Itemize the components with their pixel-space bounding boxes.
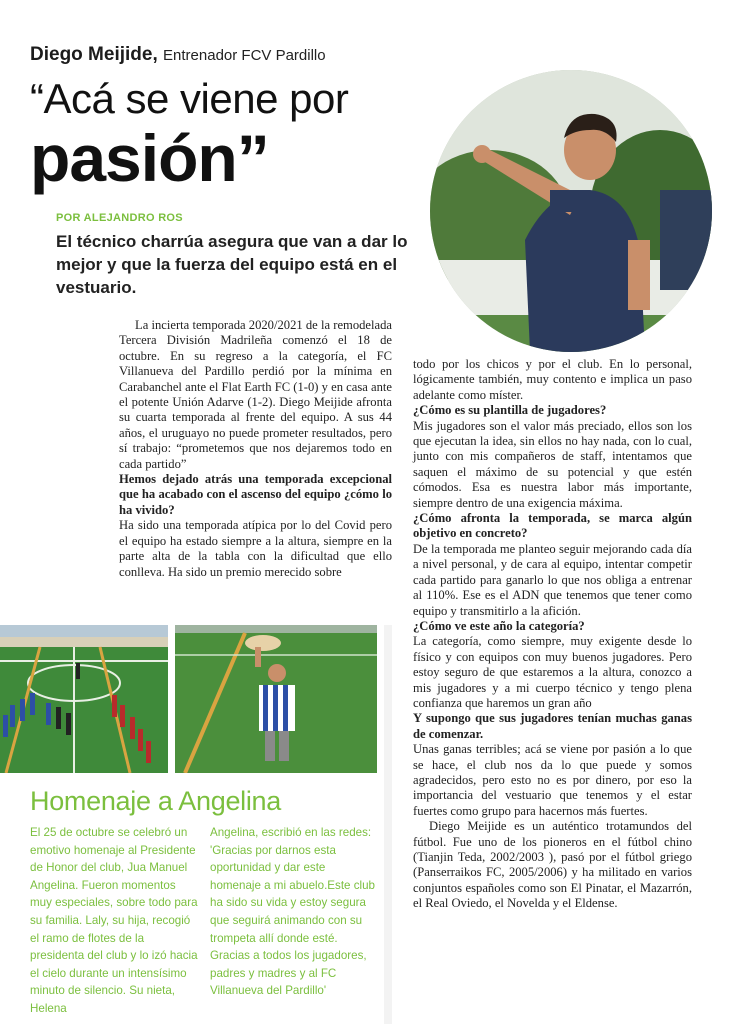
headline-line-1: “Acá se viene por (30, 75, 349, 122)
article-paragraph: La categoría, como siempre, muy exigente desde lo físico y con equipos con muy buenos jugadores. Pero estoy seguro de que estaremos a la altura, conozco a mis jugadores y a mi cuerpo técnico y tengo plena confianza que haremos un gran año (413, 634, 692, 710)
article-column-right (413, 357, 692, 912)
tribute-photo (175, 625, 377, 773)
subheadline: El técnico charrúa asegura que van a dar lo mejor y que la fuerza del equipo está en el vestuario. (56, 232, 408, 297)
interview-question: ¿Cómo afronta la temporada, se marca algún objetivo en concreto? (413, 511, 692, 541)
interviewee-name: Diego Meijide, (30, 44, 158, 65)
tribute-column-2 (210, 824, 375, 1000)
tribute-paragraph: Gracias a todos los jugadores, padres y madres y al FC Villanueva del Pardillo' (210, 949, 367, 998)
bio-paragraph: Diego Meijide es un auténtico trotamundos del fútbol. Fue uno de los pioneros en el fútbol chino (Tianjin Teda, 2002/2003 ), pasó por el fútbol griego (Panserraikos FC, 2005/2006) y ha militado en varios conjuntos españoles como son El Pinatar, el Mazarrón, el Real Oviedo, el Novelda y el Eldense. (413, 819, 692, 911)
interview-question: Y supongo que sus jugadores tenían muchas ganas de comenzar. (413, 711, 692, 741)
page-edge-divider (384, 625, 392, 1024)
interview-question: Hemos dejado atrás una temporada excepcional que ha acabado con el ascenso del equipo ¿cómo lo ha vivido? (119, 472, 392, 517)
interviewee-role: Entrenador FCV Pardillo (163, 47, 326, 64)
interviewee-line (30, 44, 326, 66)
article-paragraph: La incierta temporada 2020/2021 de la remodelada Tercera División Madrileña comenzó el 18 de octubre. En su regreso a la categoría, el FC Villanueva del Pardillo perdió por la mínima en Carabanchel ante el Flat Earth FC (1-0) y en casa ante el potente Unión Adarve (1-2). Diego Meijide afronta su cuarta temporada al frente del equipo. A sus 44 años, el uruguayo no puede prometer resultados, pero sí trabajo: “prometemos que nos dejaremos todo en cada partido” (119, 318, 392, 471)
article-paragraph: De la temporada me planteo seguir mejorando cada día a nivel personal, y de cara al equipo, intentar competir cada partido para ganarlo lo que nos obliga a entrenar al 110%. Ese es el ADN que tenemos que tener como equipo y transmitirlo a la afición. (413, 541, 692, 618)
headline-line-2: pasión” (30, 121, 269, 195)
article-paragraph: Mis jugadores son el valor más preciado, ellos son los que ejecutan la idea, sin ellos no hay nada, con lo cual, junto con mis compañeros de staff, intentamos que saquen el máximo de su potencial y que estén cómodos. Esa es nuestra labor más importante, siempre dentro de una exigencia máxima. (413, 418, 692, 510)
tribute-title: Homenaje a Angelina (30, 786, 281, 816)
tribute-column-1: El 25 de octubre se celebró un emotivo homenaje al Presidente de Honor del club, Jua Manuel Angelina. Fueron momentos muy especiales, sobre todo para su familia. Laly, su hija, recogió el ramo de flotes de la presidenta del club y lo izó hacia el cielo durante un intensísimo minuto de silencio. Su nieta, Helena (30, 826, 198, 1015)
byline: POR ALEJANDRO ROS (56, 212, 183, 224)
tribute-paragraph: Angelina, escribió en las redes: 'Gracias por darnos esta oportunidad y dar este homenaje a mi abuelo.Este club ha sido su vida y estoy segura que seguirá animando con su trompeta allí donde esté. (210, 826, 375, 945)
article-paragraph: Unas ganas terribles; acá se viene por pasión a lo que se hace, el club nos da lo que puede y somos agradecidos, pero esto no es por dinero, por eso la importancia del vestuario que tenemos y el estar fuertes como grupo para hacernos más fuertes. (413, 742, 692, 818)
article-paragraph: Ha sido una temporada atípica por lo del Covid pero el equipo ha estado siempre a la altura, siempre en la parte alta de la tabla con la dificultad que ello conlleva. Ha sido un premio merecido sobre (119, 518, 392, 579)
coach-photo (430, 70, 712, 352)
article-column-left (119, 318, 392, 580)
interview-question: ¿Cómo es su plantilla de jugadores? (413, 403, 607, 418)
team-lineup-photo (0, 625, 168, 773)
interview-question: ¿Cómo ve este año la categoría? (413, 618, 585, 633)
article-paragraph: todo por los chicos y por el club. En lo personal, lógicamente también, muy contento e implica un paso adelante como míster. (413, 357, 692, 402)
